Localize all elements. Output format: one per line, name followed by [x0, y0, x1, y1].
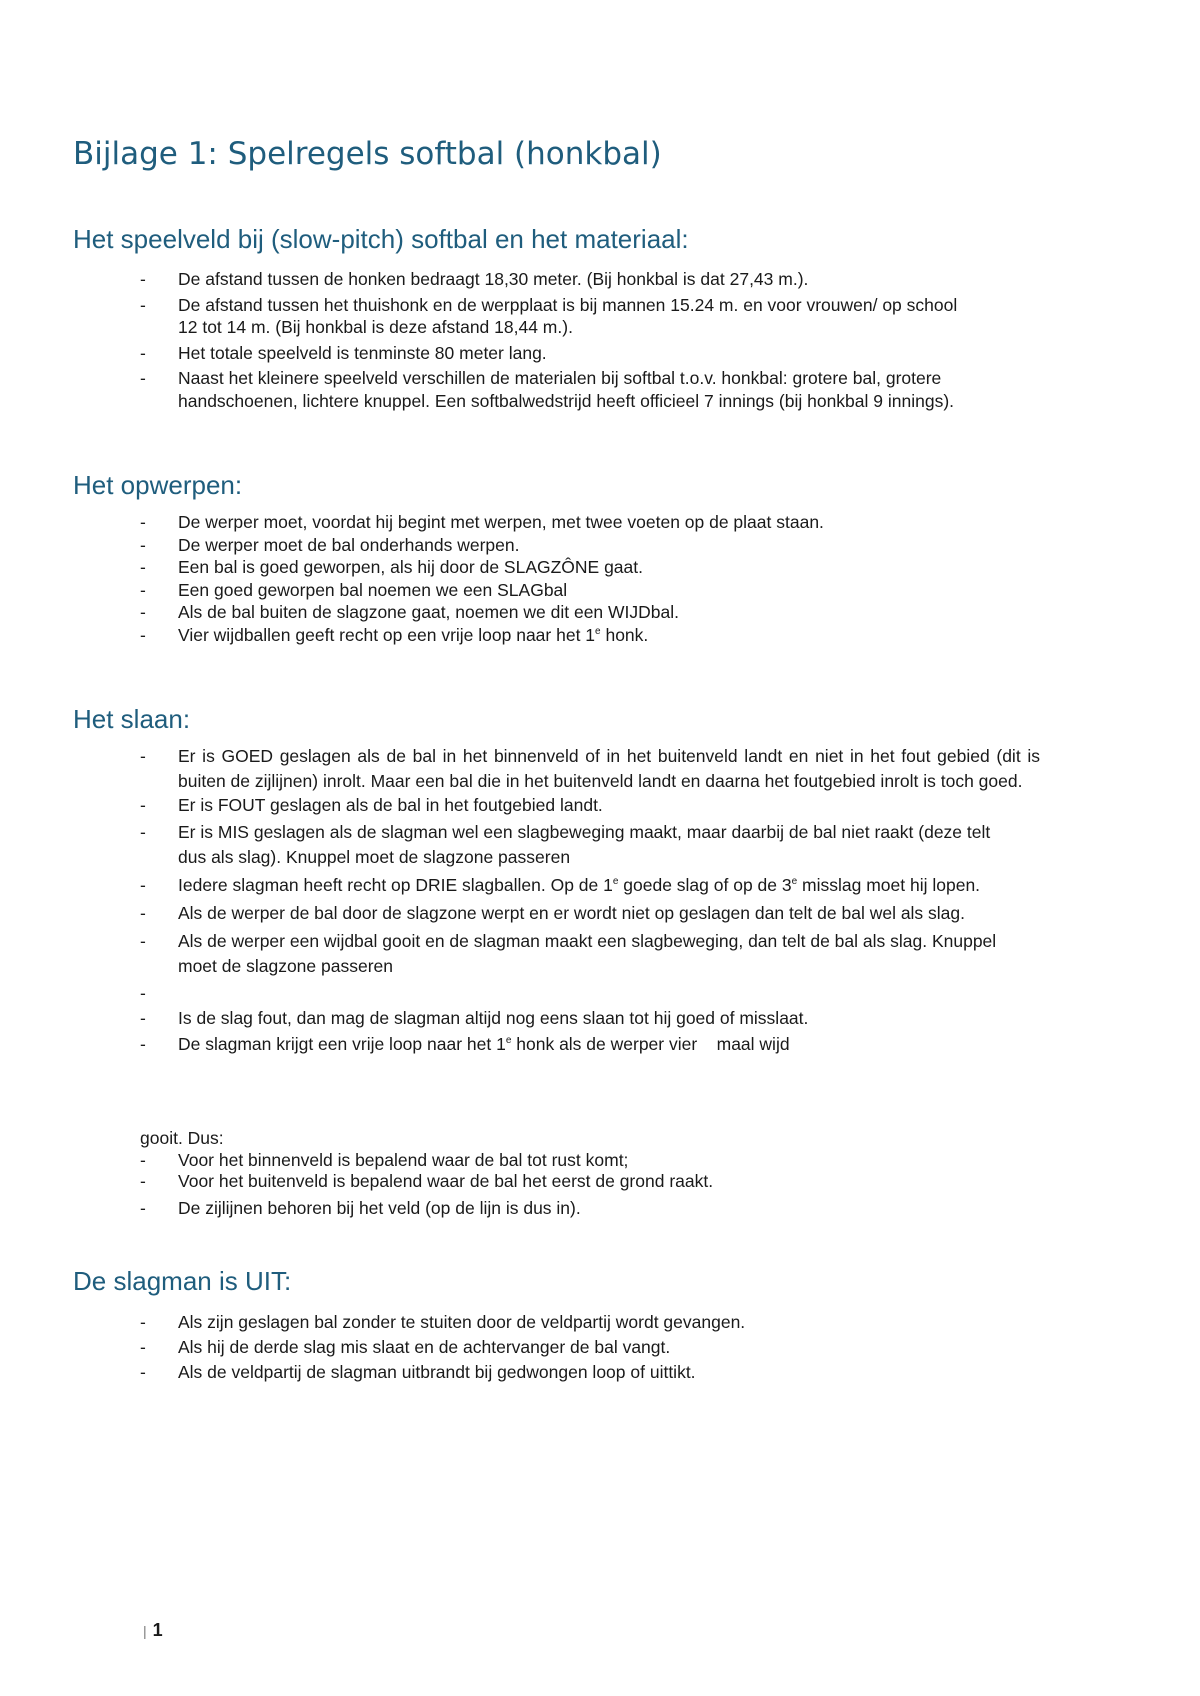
list-item: - Naast het kleinere speelveld verschillen de materialen bij softbal t.o.v. honkbal: grotere bal, grotere handschoenen, lichtere knuppel. Een softbalwedstrijd heeft officieel 7 innings (bij honkbal 9 innings).: [140, 368, 955, 411]
list-item: - Een goed geworpen bal noemen we een SLAGbal: [140, 579, 568, 600]
list-item: - Als de werper de bal door de slagzone werpt en er wordt niet op geslagen dan telt de bal wel als slag.: [140, 902, 966, 923]
list-item: - Er is FOUT geslagen als de bal in het foutgebied landt.: [140, 795, 603, 815]
list-item-empty: -: [140, 982, 146, 1003]
list-item: - De afstand tussen het thuishonk en de werpplaat is bij mannen 15.24 m. en voor vrouwen/ op school 12 tot 14 m. (Bij honkbal is deze afstand 18,44 m.).: [140, 294, 958, 337]
page-footer: [143, 1620, 163, 1641]
list-item: - De slagman krijgt een vrije loop naar het 1e honk als de werper vier maal wijd: [140, 1033, 790, 1054]
footer-separator: |: [143, 1623, 147, 1639]
list-uit: [140, 1310, 1002, 1385]
list-item: - Het totale speelveld is tenminste 80 meter lang.: [140, 342, 547, 363]
list-item: - De zijlijnen behoren bij het veld (op de lijn is dus in).: [140, 1198, 581, 1218]
list-item: - De werper moet de bal onderhands werpen.: [140, 534, 520, 555]
list-slaan: [140, 744, 1040, 1055]
list-item: - Iedere slagman heeft recht op DRIE slagballen. Op de 1e goede slag of op de 3e misslag moet hij lopen.: [140, 874, 981, 895]
list-item: - Als zijn geslagen bal zonder te stuiten door de veldpartij wordt gevangen.: [140, 1312, 746, 1332]
list-item: - Een bal is goed geworpen, als hij door de SLAGZÔNE gaat.: [140, 557, 643, 577]
list-item: - De werper moet, voordat hij begint met werpen, met twee voeten op de plaat staan.: [140, 512, 824, 532]
list-item: - Voor het binnenveld is bepalend waar de bal tot rust komt;: [140, 1150, 629, 1170]
page-title: Bijlage 1: Spelregels softbal (honkbal): [73, 136, 662, 172]
list-opwerpen: [140, 511, 1002, 646]
heading-opwerpen: Het opwerpen:: [73, 470, 243, 500]
list-item: - Er is MIS geslagen als de slagman wel een slagbeweging maakt, maar daarbij de bal niet raakt (deze telt dus als slag). Knuppel moet de slagzone passeren: [140, 821, 991, 867]
list-item: - Als de bal buiten de slagzone gaat, noemen we dit een WIJDbal.: [140, 602, 680, 622]
list-item: - Vier wijdballen geeft recht op een vrije loop naar het 1e honk.: [140, 624, 649, 645]
continuation-text: gooit. Dus:: [140, 1128, 224, 1148]
heading-speelveld: Het speelveld bij (slow-pitch) softbal en het materiaal:: [73, 224, 689, 254]
list-item: - Voor het buitenveld is bepalend waar de bal het eerst de grond raakt.: [140, 1171, 714, 1191]
heading-uit: De slagman is UIT:: [73, 1266, 292, 1296]
page-number: 1: [152, 1620, 163, 1640]
list-item: - Er is GOED geslagen als de bal in het binnenveld of in het buitenveld landt en niet in het fout gebied (dit is buiten de zijlijnen) inrolt. Maar een bal die in het buitenveld landt en daarna het foutgebied inrolt is toch goed.: [140, 746, 1040, 791]
list-item: - Als de werper een wijdbal gooit en de slagman maakt een slagbeweging, dan telt de bal als slag. Knuppel moet de slagzone passeren: [140, 930, 997, 976]
list-slaan-dus: [140, 1150, 1002, 1219]
list-speelveld: [140, 268, 1002, 412]
list-item: - Is de slag fout, dan mag de slagman altijd nog eens slaan tot hij goed of misslaat.: [140, 1008, 809, 1028]
heading-slaan: Het slaan:: [73, 704, 191, 734]
list-item: - Als hij de derde slag mis slaat en de achtervanger de bal vangt.: [140, 1337, 671, 1357]
list-item: - Als de veldpartij de slagman uitbrandt bij gedwongen loop of uittikt.: [140, 1362, 696, 1382]
list-item: - De afstand tussen de honken bedraagt 18,30 meter. (Bij honkbal is dat 27,43 m.).: [140, 269, 809, 289]
